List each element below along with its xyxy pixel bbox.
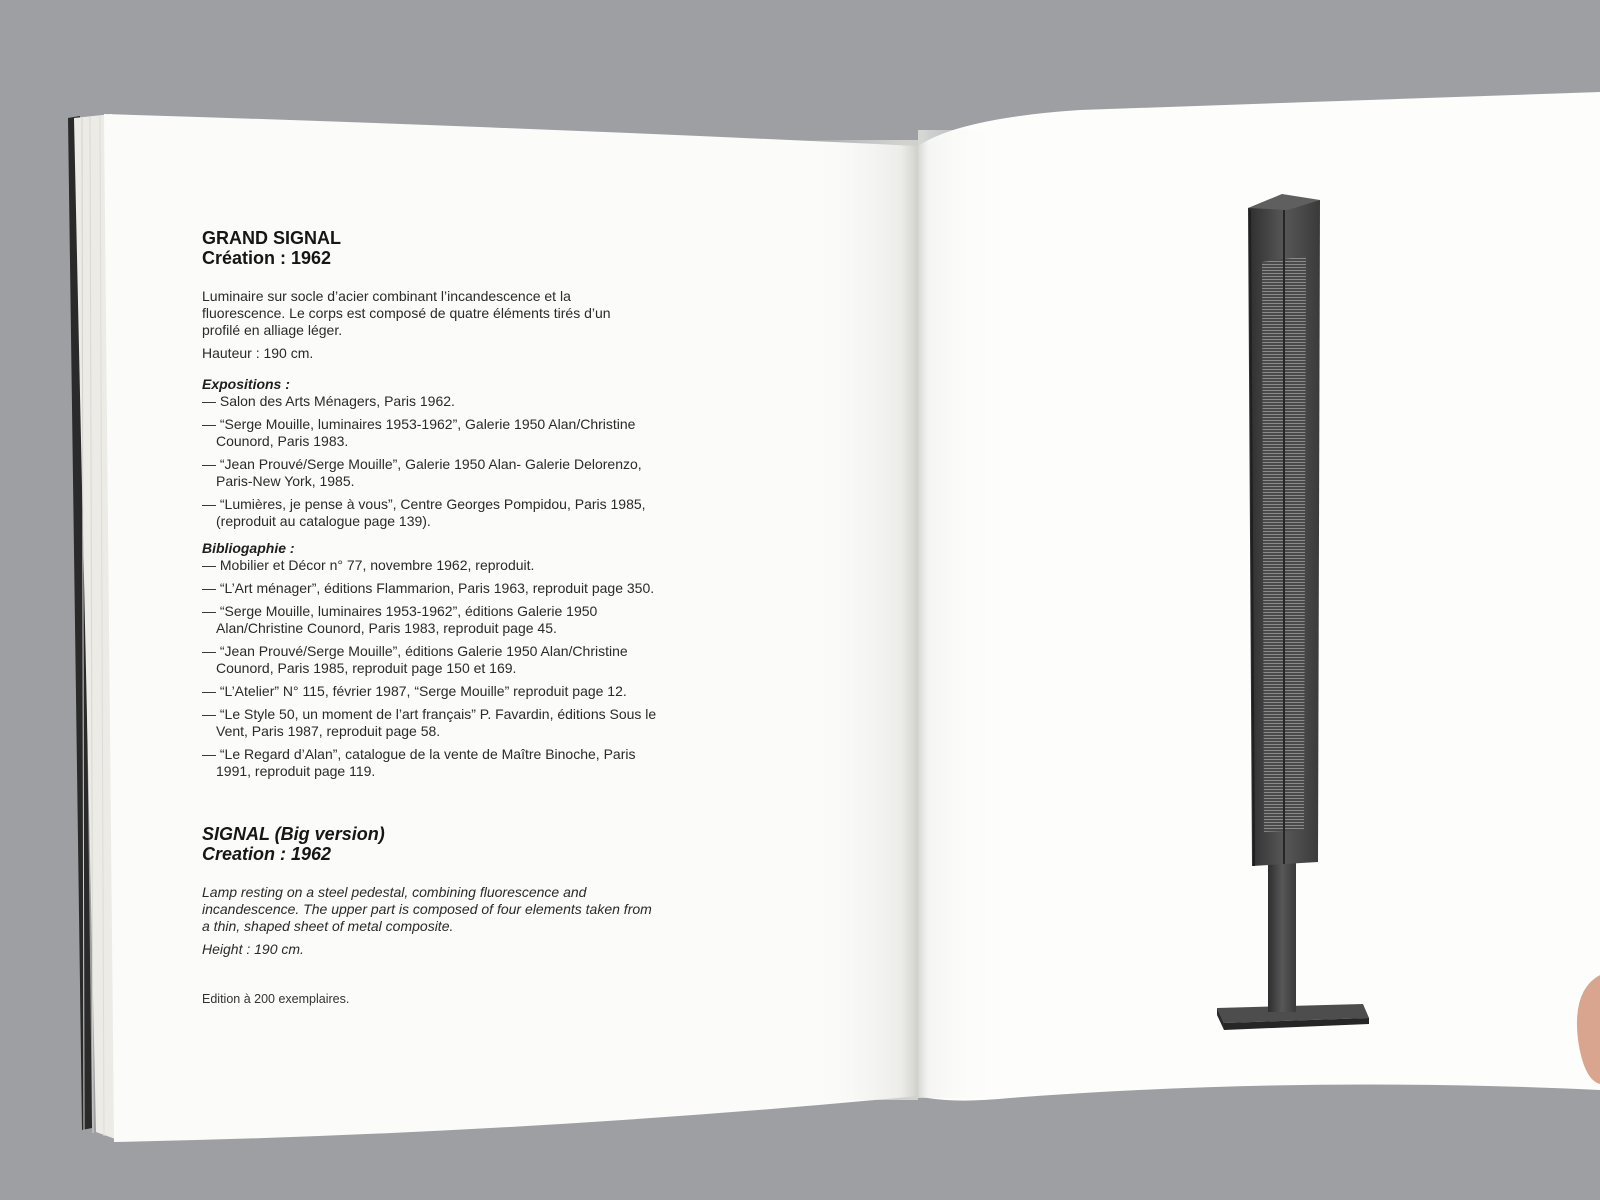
title-en: SIGNAL (Big version) bbox=[202, 824, 385, 844]
bibliographie-heading: Bibliogaphie : bbox=[202, 540, 295, 556]
bibliographie-item: — “L’Atelier” N° 115, février 1987, “Serge Mouille” reproduit page 12. bbox=[202, 683, 672, 700]
bibliographie-item: — “Le Regard d’Alan”, catalogue de la vente de Maître Binoche, Paris 1991, reproduit page 119. bbox=[202, 746, 672, 780]
height-en: Height : 190 cm. bbox=[202, 941, 304, 957]
bibliographie-list bbox=[202, 557, 672, 780]
edition-note: Edition à 200 exemplaires. bbox=[202, 991, 350, 1006]
subtitle-en: Creation : 1962 bbox=[202, 844, 332, 864]
exposition-item: — “Lumières, je pense à vous”, Centre Georges Pompidou, Paris 1985, (reproduit au catalogue page 139). bbox=[202, 496, 672, 530]
bibliographie-item: — “Serge Mouille, luminaires 1953-1962”, éditions Galerie 1950 Alan/Christine Counord, Paris 1983, reproduit page 45. bbox=[202, 603, 672, 637]
description-en: Lamp resting on a steel pedestal, combining fluorescence and incandescence. The upper part is composed of four elements taken from a thin, shaped sheet of metal composite. bbox=[202, 884, 652, 934]
subtitle-fr: Création : 1962 bbox=[202, 248, 332, 268]
height-fr: Hauteur : 190 cm. bbox=[202, 345, 314, 361]
exposition-item: — “Jean Prouvé/Serge Mouille”, Galerie 1950 Alan- Galerie Delorenzo, Paris-New York, 1985. bbox=[202, 456, 672, 490]
bibliographie-item: — “Le Style 50, un moment de l’art français” P. Favardin, éditions Sous le Vent, Paris 1987, reproduit page 58. bbox=[202, 706, 672, 740]
exposition-item: — Salon des Arts Ménagers, Paris 1962. bbox=[202, 393, 672, 410]
left-page-text bbox=[202, 228, 672, 1019]
title-fr: GRAND SIGNAL bbox=[202, 228, 341, 248]
exposition-item: — “Serge Mouille, luminaires 1953-1962”, Galerie 1950 Alan/Christine Counord, Paris 1983. bbox=[202, 416, 672, 450]
description-fr: Luminaire sur socle d’acier combinant l’incandescence et la fluorescence. Le corps est composé de quatre éléments tirés d’un profilé en alliage léger. bbox=[202, 288, 611, 338]
expositions-list bbox=[202, 393, 672, 530]
expositions-heading: Expositions : bbox=[202, 376, 290, 392]
bibliographie-item: — “L’Art ménager”, éditions Flammarion, Paris 1963, reproduit page 350. bbox=[202, 580, 672, 597]
bibliographie-item: — Mobilier et Décor n° 77, novembre 1962, reproduit. bbox=[202, 557, 672, 574]
bibliographie-item: — “Jean Prouvé/Serge Mouille”, éditions Galerie 1950 Alan/Christine Counord, Paris 1985, reproduit page 150 et 169. bbox=[202, 643, 672, 677]
